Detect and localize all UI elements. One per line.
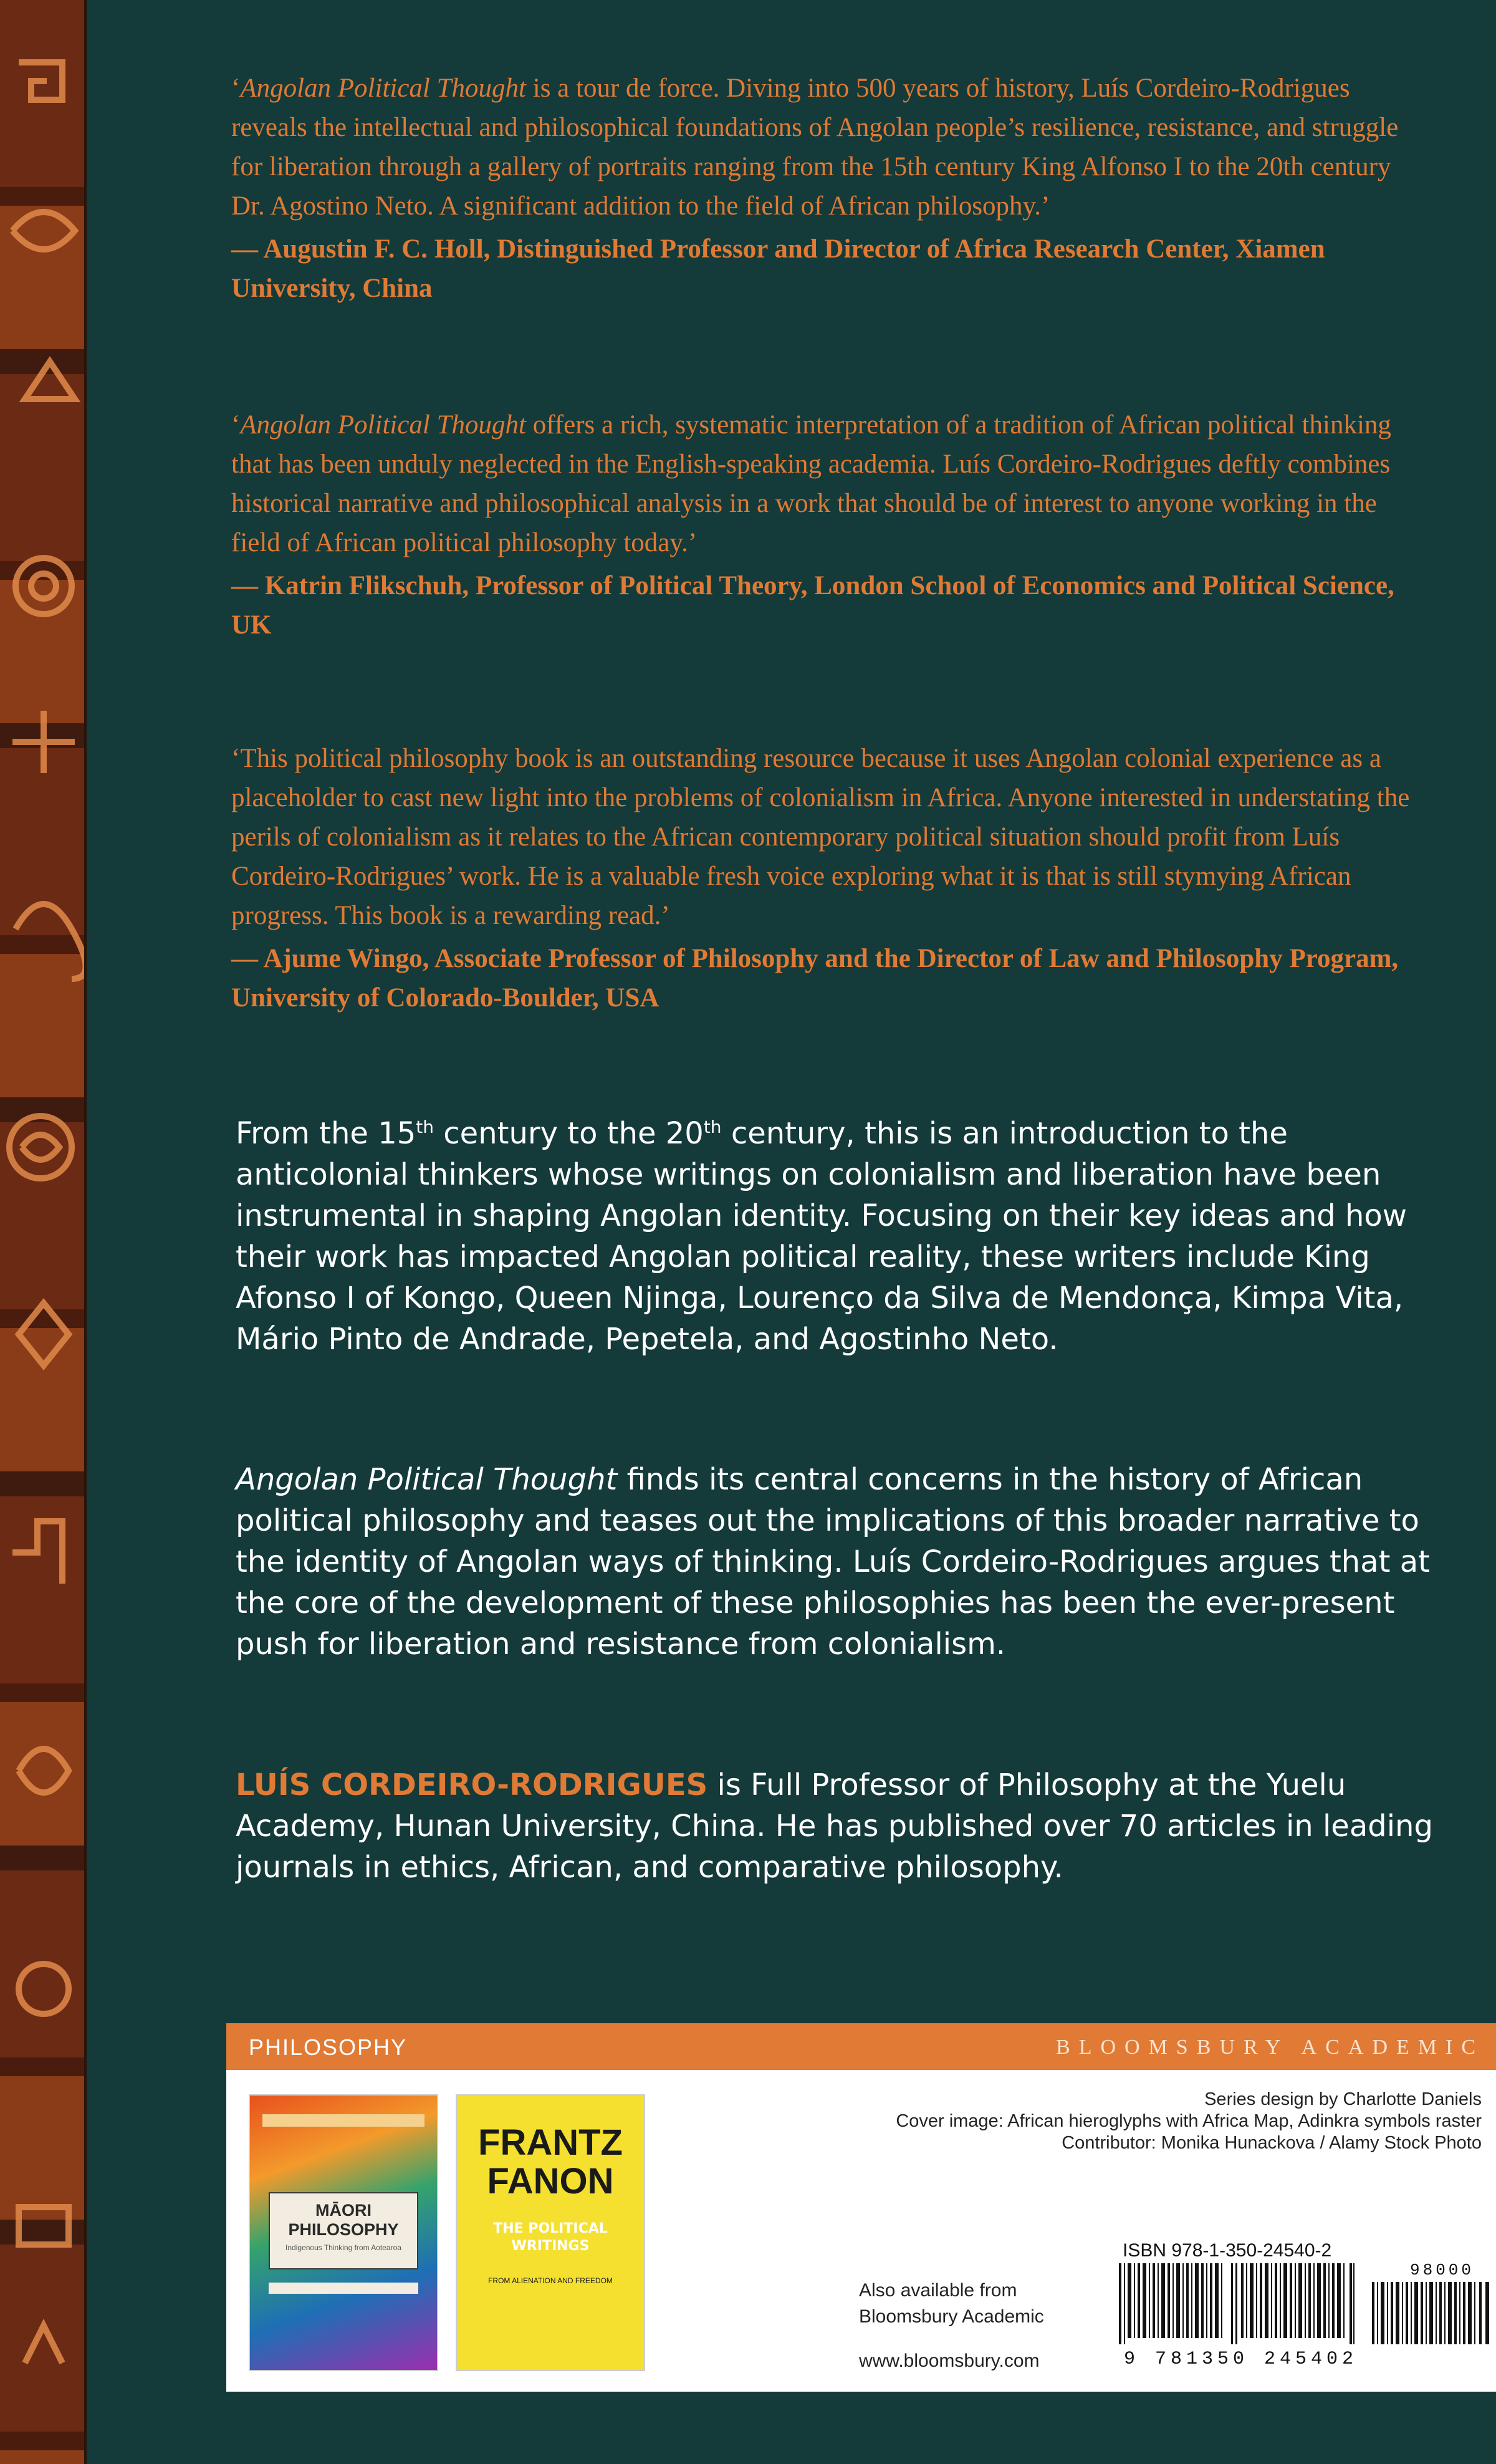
desc-text: From the 15 xyxy=(236,1116,416,1151)
quote-attribution: — Ajume Wingo, Associate Professor of Philosophy and the Director of Law and Philosophy Program, University of Colorado-Boulder, USA xyxy=(231,944,1399,1013)
description-paragraph-2 xyxy=(236,1459,1457,1665)
decorative-pattern-stripe xyxy=(0,0,87,2464)
cover-title: MĀORI PHILOSOPHY xyxy=(288,2201,399,2239)
publisher-name: BLOOMSBURY ACADEMIC xyxy=(1056,2036,1484,2059)
author-bio xyxy=(236,1764,1457,1888)
category-bar xyxy=(226,2023,1496,2070)
category-label: PHILOSOPHY xyxy=(249,2034,408,2060)
quote-text: is a tour de force. Diving into 500 years of history, Luís Cordeiro-Rodrigues reveals the intellectual and philosophical foundations of Angolan people’s resilience, resistance, and struggle for liberation through a gallery of portraits ranging from the 15th century King Alfonso I to the 20th century Dr. Agostino Neto. A significant addition to the field of African philosophy.’ xyxy=(231,74,1399,221)
cover-strip xyxy=(269,2283,418,2294)
quote-text: offers a rich, systematic interpretation of a tradition of African political thinking that has been unduly neglected in the English-speaking academia. Luís Cordeiro-Rodrigues deftly combines historical narrative and philosophical analysis in a work that should be of interest to anyone working in the field of African political philosophy today.’ xyxy=(231,410,1391,557)
quote-attribution: — Katrin Flikschuh, Professor of Political Theory, London School of Economics and Political Science, UK xyxy=(231,571,1394,640)
desc-text: century to the 20 xyxy=(434,1116,704,1151)
cover-strip xyxy=(262,2114,424,2127)
credit-line: Cover image: African hieroglyphs with Africa Map, Adinkra symbols raster xyxy=(896,2111,1482,2131)
cover-subtitle: Indigenous Thinking from Aotearoa xyxy=(285,2243,401,2252)
credit-line: Contributor: Monika Hunackova / Alamy Stock Photo xyxy=(1062,2133,1482,2153)
cover-title-box xyxy=(269,2192,418,2269)
superscript: th xyxy=(703,1117,722,1137)
also-available-note xyxy=(859,2278,1044,2330)
book-title-italic: Angolan Political Thought xyxy=(240,74,526,103)
description-paragraph-1 xyxy=(236,1113,1457,1360)
endorsement-quote-1: ‘Angolan Political Thought is a tour de force. Diving into 500 years of history, Luís Cordeiro-Rodrigues reveals the intellectual and philosophical foundations of Angolan people’s resilience, resistance, and struggle for liberation through a gallery of portraits ranging from the 15th century King Alfonso I to the 20th century Dr. Agostino Neto. A significant addition to the field of African philosophy.’ — Augustin F. C. Holl, Distinguished Professor and Director of Africa Research Center, Xiamen University, China xyxy=(231,69,1416,308)
superscript: th xyxy=(416,1117,434,1137)
publisher-website: www.bloomsbury.com xyxy=(859,2351,1040,2371)
desc-text: century, this is an introduction to the anticolonial thinkers whose writings on colonialism and liberation have been instrumental in shaping Angolan identity. Focusing on their key ideas and how their work has impacted Angolan political reality, these writers include King Afonso I of Kongo, Queen Njinga, Lourenço da Silva de Mendonça, Kimpa Vita, Mário Pinto de Andrade, Pepetela, and Agostinho Neto. xyxy=(236,1116,1407,1357)
also-available-line: Also available from xyxy=(859,2280,1017,2301)
author-name: LUÍS CORDEIRO-RODRIGUES xyxy=(236,1768,708,1802)
image-credits xyxy=(896,2089,1482,2154)
credit-line: Series design by Charlotte Daniels xyxy=(1204,2089,1482,2109)
publisher-panel xyxy=(226,2023,1496,2392)
price-digits: 98000 xyxy=(1407,2261,1477,2279)
isbn-label: ISBN 978-1-350-24540-2 xyxy=(1123,2240,1332,2261)
barcode-digits: 9 781350 245402 xyxy=(1124,2349,1358,2370)
endorsement-quote-2: ‘Angolan Political Thought offers a rich, systematic interpretation of a tradition of African political thinking that has been unduly neglected in the English-speaking academia. Luís Cordeiro-Rodrigues deftly combines historical narrative and philosophical analysis in a work that should be of interest to anyone working in the field of African political philosophy today.’ — Katrin Flikschuh, Professor of Political Theory, London School of Economics and Political Science, UK xyxy=(231,405,1416,645)
related-book-cover-fanon xyxy=(456,2094,645,2371)
cover-subtitle: THE POLITICAL WRITINGS xyxy=(493,2221,608,2254)
cover-title: FRANTZ FANON xyxy=(478,2122,623,2202)
desc-text: finds its central concerns in the history of African political philosophy and teases out the implications of this broader narrative to the identity of Angolan ways of thinking. Luís Cordeiro-Rodrigues argues that at the core of the development of these philosophies has been the ever-present push for liberation and resistance from colonialism. xyxy=(236,1462,1430,1662)
author-bio-text: is Full Professor of Philosophy at the Yuelu Academy, Hunan University, China. He has published over 70 articles in leading journals in ethics, African, and comparative philosophy. xyxy=(236,1768,1433,1885)
african-motif-icon xyxy=(0,25,84,2457)
quote-attribution: — Augustin F. C. Holl, Distinguished Professor and Director of Africa Research Center, Xiamen University, China xyxy=(231,234,1325,303)
book-title-italic: Angolan Political Thought xyxy=(236,1462,618,1497)
also-available-line: Bloomsbury Academic xyxy=(859,2306,1044,2327)
related-book-cover-maori xyxy=(249,2094,438,2371)
cover-subtitle-2: FROM ALIENATION AND FREEDOM xyxy=(488,2276,613,2285)
quote-text: ‘This political philosophy book is an outstanding resource because it uses Angolan colonial experience as a placeholder to cast new light into the problems of colonialism in Africa. Anyone interested in understating the perils of colonialism as it relates to the African contemporary political situation should profit from Luís Cordeiro-Rodrigues’ work. He is a valuable fresh voice exploring what it is that is still stymying African progress. This book is a rewarding read.’ xyxy=(231,744,1410,930)
endorsement-quote-3 xyxy=(231,739,1416,1018)
barcode-icon xyxy=(1119,2263,1356,2344)
book-title-italic: Angolan Political Thought xyxy=(240,410,526,440)
back-cover xyxy=(84,0,1496,2464)
